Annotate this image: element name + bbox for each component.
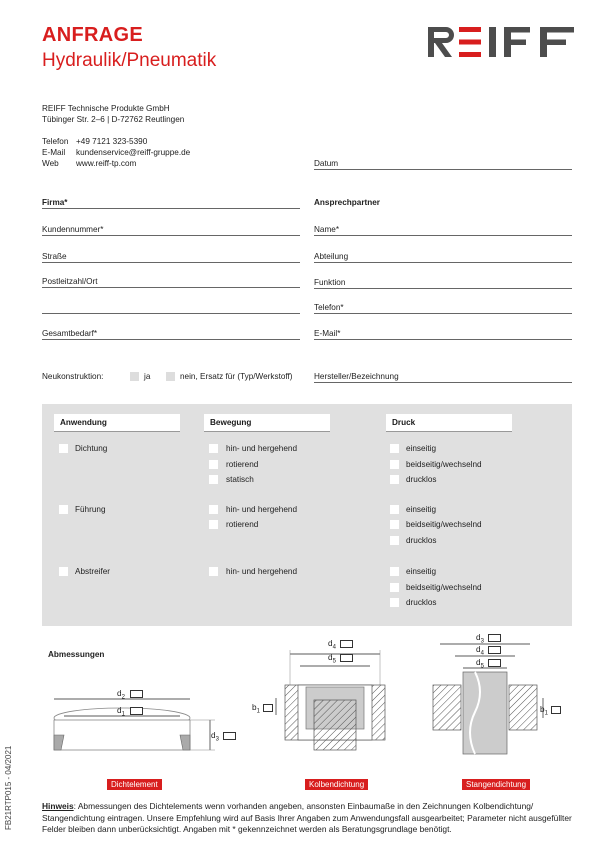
d3-input-box-stange[interactable] <box>488 634 501 642</box>
druck-3-2-label: beidseitig/wechselnd <box>406 583 482 592</box>
druck-2-2-label: beidseitig/wechselnd <box>406 520 482 529</box>
druck-2-3-label: drucklos <box>406 536 437 545</box>
field-email: E-Mail* <box>314 329 341 338</box>
company-name: REIFF Technische Produkte GmbH <box>42 104 170 113</box>
b1-label-kolben: $b_1$ <box>252 703 260 715</box>
field-hersteller-line[interactable] <box>314 382 572 383</box>
field-firma-line[interactable] <box>42 208 300 209</box>
field-abteilung-line[interactable] <box>314 262 572 263</box>
bewegung-2-2-checkbox[interactable] <box>209 520 218 529</box>
field-firma: Firma* <box>42 198 68 207</box>
bewegung-1-3-checkbox[interactable] <box>209 475 218 484</box>
field-telefon-line[interactable] <box>314 313 572 314</box>
neukonstruktion-nein-checkbox[interactable] <box>166 372 175 381</box>
caption-kolbendichtung: Kolbendichtung <box>305 779 368 790</box>
web-value[interactable]: www.reiff-tp.com <box>76 159 137 168</box>
druck-3-2-checkbox[interactable] <box>390 583 399 592</box>
field-extra-line[interactable] <box>42 313 300 314</box>
web-label: Web <box>42 159 59 168</box>
application-section <box>42 404 572 626</box>
bewegung-1-1-label: hin- und hergehend <box>226 444 298 453</box>
d4-label-stange: $d_4$ <box>476 645 484 657</box>
d3-label: $d_3$ <box>211 731 219 743</box>
d3-input-box[interactable] <box>223 732 236 740</box>
field-funktion-line[interactable] <box>314 288 572 289</box>
neukonstruktion-nein-label: nein, Ersatz für (Typ/Werkstoff) <box>180 372 293 381</box>
field-strasse: Straße <box>42 252 67 261</box>
druck-3-1-label: einseitig <box>406 567 437 576</box>
neukonstruktion-ja-checkbox[interactable] <box>130 372 139 381</box>
d1-input-box[interactable] <box>130 707 143 715</box>
druck-3-3-checkbox[interactable] <box>390 598 399 607</box>
field-kundennummer: Kundennummer* <box>42 225 104 234</box>
field-plz-ort-line[interactable] <box>42 287 300 288</box>
footer-hint: Hinweis: Abmessungen des Dichtelements wenn vorhanden angeben, ansonsten Einbaumaße in den Zeichnungen Kolbendichtung/ Stangendichtung eintragen. Unsere Empfehlung wird auf Basis Ihrer Angaben zum Anwendungsfall ausgearbeitet; Parameter nicht ausgefüllter Felder bleiben dann unberücksichtigt. Angaben mit * gekennzeichnet werden als Beratungsgrundlage benötigt. <box>42 801 572 834</box>
druck-2-1-label: einseitig <box>406 505 437 514</box>
b1-label-stange: $b_1$ <box>540 705 548 717</box>
field-gesamtbedarf-line[interactable] <box>42 339 300 340</box>
d3-label-stange: $d_3$ <box>476 633 484 645</box>
d4-label: $d_4$ <box>328 639 336 651</box>
email-value[interactable]: kundenservice@reiff-gruppe.de <box>76 148 191 157</box>
d5-label-stange: $d_5$ <box>476 658 484 670</box>
d2-input-box[interactable] <box>130 690 143 698</box>
druck-1-1-checkbox[interactable] <box>390 444 399 453</box>
header-anwendung: Anwendung <box>54 414 180 432</box>
page-subtitle: Hydraulik/Pneumatik <box>42 50 217 71</box>
b1-input-box-kolben[interactable] <box>263 704 273 712</box>
druck-2-1-checkbox[interactable] <box>390 505 399 514</box>
bewegung-2-1-checkbox[interactable] <box>209 505 218 514</box>
anwendung-dichtung-label: Dichtung <box>75 444 108 453</box>
field-plz-ort: Postleitzahl/Ort <box>42 277 98 286</box>
anwendung-abstreifer-label: Abstreifer <box>75 567 111 576</box>
d2-label: $d_2$ <box>117 689 125 701</box>
druck-1-2-label: beidseitig/wechselnd <box>406 460 482 469</box>
d5-label: $d_5$ <box>328 653 336 665</box>
field-datum-line[interactable] <box>314 169 572 170</box>
druck-3-1-checkbox[interactable] <box>390 567 399 576</box>
phone-value: +49 7121 323-5390 <box>76 137 148 146</box>
field-funktion: Funktion <box>314 278 346 287</box>
druck-1-3-label: drucklos <box>406 475 437 484</box>
bewegung-2-2-label: rotierend <box>226 520 259 529</box>
druck-2-3-checkbox[interactable] <box>390 536 399 545</box>
email-label: E-Mail <box>42 148 66 157</box>
bewegung-3-1-label: hin- und hergehend <box>226 567 298 576</box>
anwendung-abstreifer-checkbox[interactable] <box>59 567 68 576</box>
anwendung-dichtung-checkbox[interactable] <box>59 444 68 453</box>
phone-label: Telefon <box>42 137 69 146</box>
header-bewegung: Bewegung <box>204 414 330 432</box>
field-telefon: Telefon* <box>314 303 344 312</box>
field-email-line[interactable] <box>314 339 572 340</box>
dimensions-title: Abmessungen <box>48 650 105 659</box>
field-name-line[interactable] <box>314 235 572 236</box>
druck-2-2-checkbox[interactable] <box>390 520 399 529</box>
d4-input-box-stange[interactable] <box>488 646 501 654</box>
druck-3-3-label: drucklos <box>406 598 437 607</box>
caption-stangendichtung: Stangendichtung <box>462 779 530 790</box>
caption-dichtelement: Dichtelement <box>107 779 162 790</box>
bewegung-1-2-label: rotierend <box>226 460 259 469</box>
bewegung-1-2-checkbox[interactable] <box>209 460 218 469</box>
bewegung-1-1-checkbox[interactable] <box>209 444 218 453</box>
field-gesamtbedarf: Gesamtbedarf* <box>42 329 98 338</box>
neukonstruktion-ja-label: ja <box>144 372 151 381</box>
document-code: FB21RTP015 - 04/2021 <box>4 745 13 830</box>
druck-1-1-label: einseitig <box>406 444 437 453</box>
druck-1-3-checkbox[interactable] <box>390 475 399 484</box>
bewegung-1-3-label: statisch <box>226 475 254 484</box>
d5-input-box[interactable] <box>340 654 353 662</box>
d1-label: $d_1$ <box>117 706 125 718</box>
bewegung-2-1-label: hin- und hergehend <box>226 505 298 514</box>
company-address: Tübinger Str. 2–6 | D-72762 Reutlingen <box>42 115 185 124</box>
d4-input-box[interactable] <box>340 640 353 648</box>
neukonstruktion-label: Neukonstruktion: <box>42 372 104 381</box>
reiff-logo <box>428 27 574 57</box>
bewegung-3-1-checkbox[interactable] <box>209 567 218 576</box>
druck-1-2-checkbox[interactable] <box>390 460 399 469</box>
header-druck: Druck <box>386 414 512 432</box>
field-datum: Datum <box>314 159 339 168</box>
anwendung-fuehrung-label: Führung <box>75 505 106 514</box>
field-ansprechpartner: Ansprechpartner <box>314 198 380 207</box>
field-hersteller: Hersteller/Bezeichnung <box>314 372 399 381</box>
field-kundennummer-line[interactable] <box>42 235 300 236</box>
anwendung-fuehrung-checkbox[interactable] <box>59 505 68 514</box>
field-name: Name* <box>314 225 340 234</box>
field-abteilung: Abteilung <box>314 252 349 261</box>
d5-input-box-stange[interactable] <box>488 659 501 667</box>
page-title: ANFRAGE <box>42 24 143 46</box>
b1-input-box-stange[interactable] <box>551 706 561 714</box>
field-strasse-line[interactable] <box>42 262 300 263</box>
